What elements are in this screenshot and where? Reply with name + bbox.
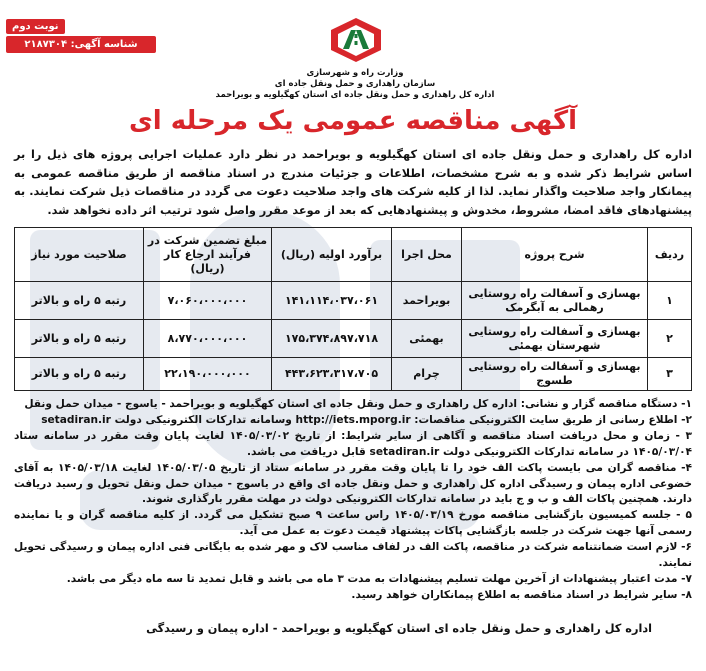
project-estimate: ۱۴۱،۱۱۴،۰۳۷،۰۶۱ [272,282,392,320]
ad-code-badge: شناسه آگهی: ۲۱۸۷۳۰۴ [6,36,156,53]
condition-item: ۱- دستگاه مناقصه گزار و نشانی: اداره کل راهداری و حمل ونقل جاده ای استان کهگیلویه و بویراحمد - یاسوج - میدان حمل ونقل [24,398,692,410]
ministry-logo-icon [327,16,385,64]
row-number: ۲ [648,320,692,358]
signature-footer [14,620,692,637]
table-header-row [15,228,692,282]
project-qualification: رتبه ۵ راه و بالاتر [15,282,144,320]
col-header-row-number: ردیف [648,228,692,282]
condition-item: ۴- مناقصه گران می بایست پاکت الف خود را تا پایان وقت مقرر در سامانه ستاد از تاریخ ۱۴۰۵/۰۳/۰۵ لغایت ۱۴۰۵/۰۳/۱۸ به آقای خضوعی اداره پیمان و رسیدگی اداره کل راهداری و حمل ونقل جاده ای واقع در یاسوج - میدان حمل ونقل تحویل و رسید دریافت دارند. همچنین پاکات الف و ب و ج باید در سامانه تدارکات الکترونیکی دولت در مهلت مقرر بارگذاری شوند. [14,461,692,506]
project-guarantee: ۷،۰۶۰،۰۰۰،۰۰۰ [144,282,272,320]
org-line-ministry: وزارت راه و شهرسازی [306,68,404,78]
col-header-description: شرح پروژه [462,228,648,282]
projects-table [14,227,692,391]
row-number: ۱ [648,282,692,320]
condition-item: ۸- سایر شرایط در اسناد مناقصه به اطلاع پیمانکاران خواهد رسید. [351,588,692,601]
project-qualification: رتبه ۵ راه و بالاتر [15,358,144,391]
col-header-guarantee: مبلغ تضمین شرکت در فرآیند ارجاع کار (ریال) [144,228,272,282]
intro-paragraph: اداره کل راهداری و حمل ونقل جاده ای استان کهگیلویه و بویراحمد در نظر دارد عملیات اجرایی پروژه های ذیل را بر اساس شرایط ذکر شده و به شرح مشخصات، اطلاعات و جزئیات مندرج در اسناد مناقصه از طریق مناقصه عمومی به پیمانکار واجد صلاحیت واگذار نماید. لذا از کلیه شرکت های واجد صلاحیت دعوت می گردد در مناقصات ذیل شرکت نمایند. به پیشنهادهای فاقد امضا، مشروط، مخدوش و پیشنهادهایی که بعد از موعد مقرر واصل شود ترتیب اثر داده نخواهد شد. [14,148,692,217]
project-guarantee: ۲۲،۱۹۰،۰۰۰،۰۰۰ [144,358,272,391]
project-description: بهسازی و آسفالت راه روستایی شهرستان بهمئی [462,320,648,358]
col-header-qualification: صلاحیت مورد نیاز [15,228,144,282]
project-location: بویراحمد [392,282,462,320]
table-row [15,282,692,320]
condition-item: ۷- مدت اعتبار پیشنهادات از آخرین مهلت تسلیم پیشنهادات به مدت ۳ ماه می باشد و قابل تمدید تا سه ماه دیگر می باشد. [66,572,692,585]
project-estimate: ۱۷۵،۳۷۴،۸۹۷،۷۱۸ [272,320,392,358]
table-row [15,320,692,358]
project-location: بهمئی [392,320,462,358]
footer-signature-line: اداره کل راهداری و حمل ونقل جاده ای استان کهگیلویه و بویراحمد - اداره پیمان و رسیدگی [146,622,652,635]
project-qualification: رتبه ۵ راه و بالاتر [15,320,144,358]
conditions-list [14,397,692,604]
header [0,6,706,106]
project-guarantee: ۸،۷۷۰،۰۰۰،۰۰۰ [144,320,272,358]
organization-name [200,68,510,101]
ad-badge-group [6,14,156,53]
condition-item: ۳ - زمان و محل دریافت اسناد مناقصه و آگاهی از سایر شرایط: از تاریخ ۱۴۰۵/۰۳/۰۲ لغایت پایان وقت مقرر در سامانه ستاد ۱۴۰۵/۰۳/۰۴ در سامانه تدارکات الکترونیکی دولت setadiran.ir قابل دریافت می باشد. [14,429,692,458]
org-line-organization: سازمان راهداری و حمل ونقل جاده ای [274,79,436,89]
org-line-department: اداره کل راهداری و حمل ونقل جاده ای استان کهگیلویه و بویراحمد [215,90,495,100]
project-estimate: ۴۴۳،۶۲۳،۳۱۷،۷۰۵ [272,358,392,391]
condition-item: ۵ - جلسه کمیسیون بازگشایی مناقصه مورخ ۱۴۰۵/۰۳/۱۹ راس ساعت ۹ صبح تشکیل می گردد. از کلیه مناقصه گران و یا نماینده رسمی آنها جهت شرکت در جلسه بازگشایی پاکات پیشنهاد قیمت دعوت به عمل می آید. [14,509,692,538]
page-title: آگهی مناقصه عمومی یک مرحله ای [128,106,578,136]
condition-item: ۲- اطلاع رسانی از طریق سایت الکترونیکی مناقصات: http://iets.mporg.ir وسامانه تدارکات الکترونیکی دولت setadiran.ir [41,413,692,426]
round-badge: نوبت دوم [6,19,65,34]
project-description: بهسازی و آسفالت راه روستایی طسوج [462,358,648,391]
row-number: ۳ [648,358,692,391]
project-location: چرام [392,358,462,391]
col-header-location: محل اجرا [392,228,462,282]
table-row [15,358,692,391]
project-description: بهسازی و آسفالت راه روستایی رهمالی به آبگرمک [462,282,648,320]
col-header-estimate: برآورد اولیه (ریال) [272,228,392,282]
condition-item: ۶- لازم است ضمانتنامه شرکت در مناقصه، پاکت الف در لفاف مناسب لاک و مهر شده به بایگانی فنی اداره پیمان و رسیدگی تحویل نمایند. [14,541,692,570]
